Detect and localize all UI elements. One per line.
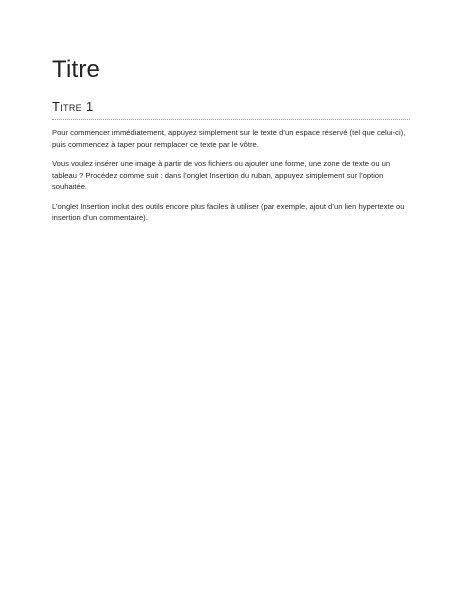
document-body [52, 127, 410, 224]
document-title[interactable]: Titre [52, 56, 101, 83]
paragraph-2[interactable]: Vous voulez insérer une image à partir de vos fichiers ou ajouter une forme, une zone de texte ou un tableau ? Procédez comme suit : dans l’onglet Insertion du ruban, appuyez simplement sur l’option souhaitée. [52, 159, 391, 191]
paragraph-3[interactable]: L’onglet Insertion inclut des outils encore plus faciles à utiliser (par exemple, ajout d’un lien hypertexte ou insertion d’un commentaire). [52, 201, 405, 222]
paragraph-1[interactable]: Pour commencer immédiatement, appuyez simplement sur le texte d’un espace réservé (tel que celui-ci), puis commencez à taper pour remplacer ce texte par le vôtre. [52, 128, 406, 149]
heading-1[interactable]: Titre 1 [52, 98, 410, 120]
